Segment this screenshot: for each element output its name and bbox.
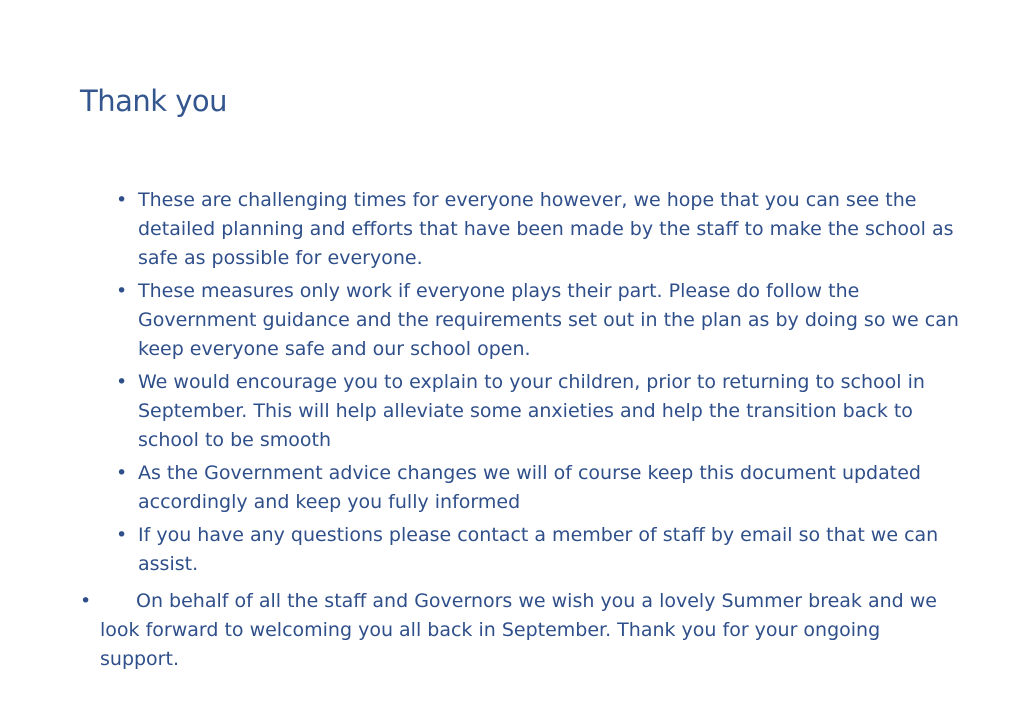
bullet-text: These measures only work if everyone plays their part. Please do follow the Government guidance and the requirements set out in the plan as by doing so we can keep everyone safe and our school open. [138, 280, 959, 360]
closing-text: On behalf of all the staff and Governors we wish you a lovely Summer break and we look forward to welcoming you all back in September. Thank you for your ongoing support. [100, 590, 937, 670]
bullet-item [112, 186, 962, 273]
bullet-dot-icon: • [116, 189, 128, 211]
bullet-text: These are challenging times for everyone however, we hope that you can see the detailed planning and efforts that have been made by the staff to make the school as safe as possible for everyone. [138, 189, 954, 269]
bullet-text: We would encourage you to explain to your children, prior to returning to school in September. This will help alleviate some anxieties and help the transition back to school to be smooth [138, 371, 925, 451]
bullet-list [112, 186, 962, 583]
bullet-item [112, 521, 962, 579]
bullet-dot-icon: • [80, 590, 92, 612]
bullet-text: If you have any questions please contact a member of staff by email so that we can assist. [138, 524, 939, 575]
bullet-dot-icon: • [116, 462, 128, 484]
closing-paragraph [80, 587, 960, 674]
bullet-dot-icon: • [116, 371, 128, 393]
bullet-text: As the Government advice changes we will of course keep this document updated accordingly and keep you fully informed [138, 462, 921, 513]
bullet-item [112, 277, 962, 364]
bullet-dot-icon: • [116, 280, 128, 302]
bullet-item [112, 459, 962, 517]
bullet-item [112, 368, 962, 455]
bullet-dot-icon: • [116, 524, 128, 546]
slide-title: Thank you [80, 84, 228, 118]
